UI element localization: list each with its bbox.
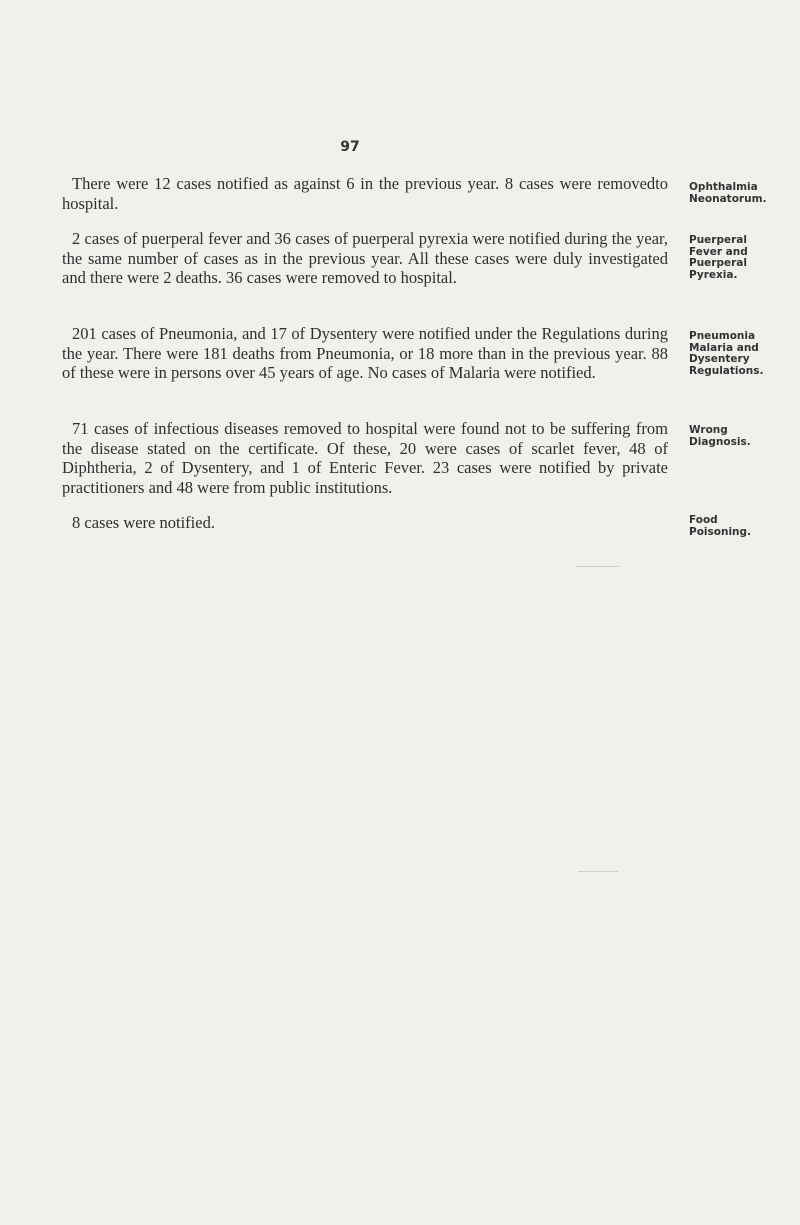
margin-note-line: Pyrexia. [689, 268, 738, 281]
margin-note-line: Wrong [689, 424, 728, 436]
margin-note-line: Neonatorum. [689, 192, 767, 205]
margin-note-line: Malaria and [689, 341, 759, 354]
divider [575, 566, 619, 567]
margin-note-ophthalmia [689, 182, 789, 205]
margin-note-line: Regulations. [689, 364, 764, 377]
margin-note-line: Pneumonia [689, 330, 756, 342]
divider [578, 871, 618, 872]
margin-note-wrong-diagnosis [689, 425, 789, 448]
page-number: 97 [340, 139, 360, 155]
margin-note-line: Puerperal [689, 234, 747, 246]
margin-note-pneumonia [689, 331, 789, 377]
margin-note-line: Puerperal [689, 257, 747, 269]
margin-note-puerperal [689, 235, 789, 281]
paragraph-ophthalmia: There were 12 cases notified as against 6 in the previous year. 8 cases were removedto hospital. [62, 174, 668, 213]
margin-note-line: Diagnosis. [689, 435, 751, 448]
margin-note-line: Poisoning. [689, 525, 752, 538]
paragraph-wrong-diagnosis: 71 cases of infectious diseases removed to hospital were found not to be suffering from the disease stated on the certificate. Of these, 20 were cases of scarlet fever, 48 of Diphtheria, 2 of Dysentery, and 1 of Enteric Fever. 23 cases were notified by private practitioners and 48 were from public institutions. [62, 419, 668, 497]
margin-note-line: Dysentery [689, 353, 750, 365]
margin-note-line: Fever and [689, 245, 748, 258]
paragraph-pneumonia: 201 cases of Pneumonia, and 17 of Dysentery were notified under the Regulations during the year. There were 181 deaths from Pneumonia, or 18 more than in the previous year. 88 of these were in persons over 45 years of age. No cases of Malaria were notified. [62, 324, 668, 382]
paragraph-puerperal: 2 cases of puerperal fever and 36 cases of puerperal pyrexia were notified during the year, the same number of cases as in the previous year. All these cases were duly investigated and there were 2 deaths. 36 cases were removed to hospital. [62, 229, 668, 287]
paragraph-food-poisoning: 8 cases were notified. [72, 513, 215, 532]
margin-note-line: Food [689, 514, 718, 526]
margin-note-food-poisoning [689, 515, 789, 538]
margin-note-line: Ophthalmia [689, 181, 758, 193]
